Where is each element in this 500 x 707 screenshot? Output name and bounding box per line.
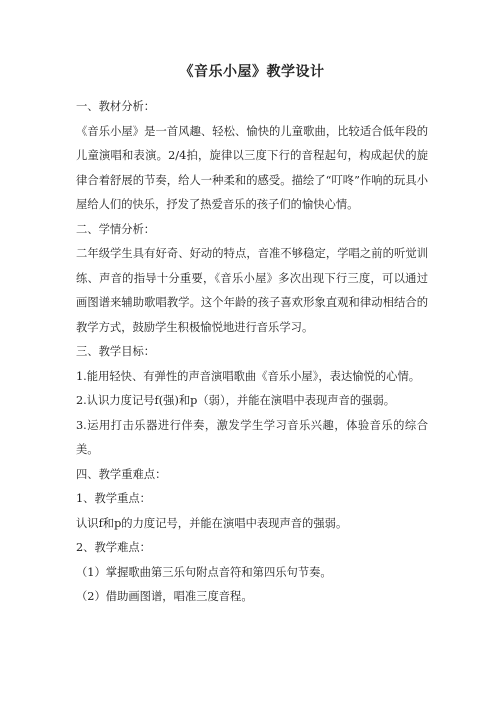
section-paragraph: 二年级学生具有好奇、好动的特点，音准不够稳定，学唱之前的听觉训练、声音的指导十分重要，《音乐小屋》多次出现下行三度，可以通过画图谱来辅助歌唱教学。这个年龄的孩子喜欢形象直观和律动相结合的教学方式，鼓励学生积极愉悦地进行音乐学习。 — [76, 247, 428, 334]
section-textbook-analysis — [76, 95, 428, 218]
difficult-point-heading: 2、教学难点： — [76, 541, 151, 554]
key-point-text: 认识f和p的力度记号，并能在演唱中表现声音的强弱。 — [76, 516, 348, 530]
section-paragraph: 《音乐小屋》是一首风趣、轻松、愉快的儿童歌曲，比较适合低年段的儿童演唱和表演。2/4拍，旋律以三度下行的音程起句，构成起伏的旋律合着舒展的节奏，给人一种柔和的感受。描绘了“叮咚”作响的玩具小屋给人们的快乐，抒发了热爱音乐的孩子们的愉快心情。 — [76, 124, 428, 211]
section-heading: 四、教学重难点： — [76, 467, 167, 481]
goal-item: 3.运用打击乐器进行伴奏，激发学生学习音乐兴趣，体验音乐的综合美。 — [76, 418, 428, 456]
section-teaching-goals — [76, 340, 428, 463]
section-student-analysis — [76, 218, 428, 341]
section-key-difficult-points — [76, 463, 428, 610]
document-page — [76, 62, 428, 610]
goal-item: 1.能用轻快、有弹性的声音演唱歌曲《音乐小屋》，表达愉悦的心情。 — [76, 369, 421, 383]
difficult-point-item: （1）掌握歌曲第三乐句附点音符和第四乐句节奏。 — [76, 565, 332, 579]
difficult-point-item: （2）借助画图谱，唱准三度音程。 — [76, 590, 253, 603]
key-point-heading: 1、教学重点： — [76, 492, 151, 505]
section-heading: 三、教学目标： — [76, 345, 156, 358]
section-heading: 二、学情分析： — [76, 222, 156, 236]
goal-item: 2.认识力度记号f(强)和p（弱），并能在演唱中表现声音的强弱。 — [76, 394, 396, 407]
document-title: 《音乐小屋》教学设计 — [179, 64, 325, 80]
section-heading: 一、教材分析： — [76, 100, 156, 113]
